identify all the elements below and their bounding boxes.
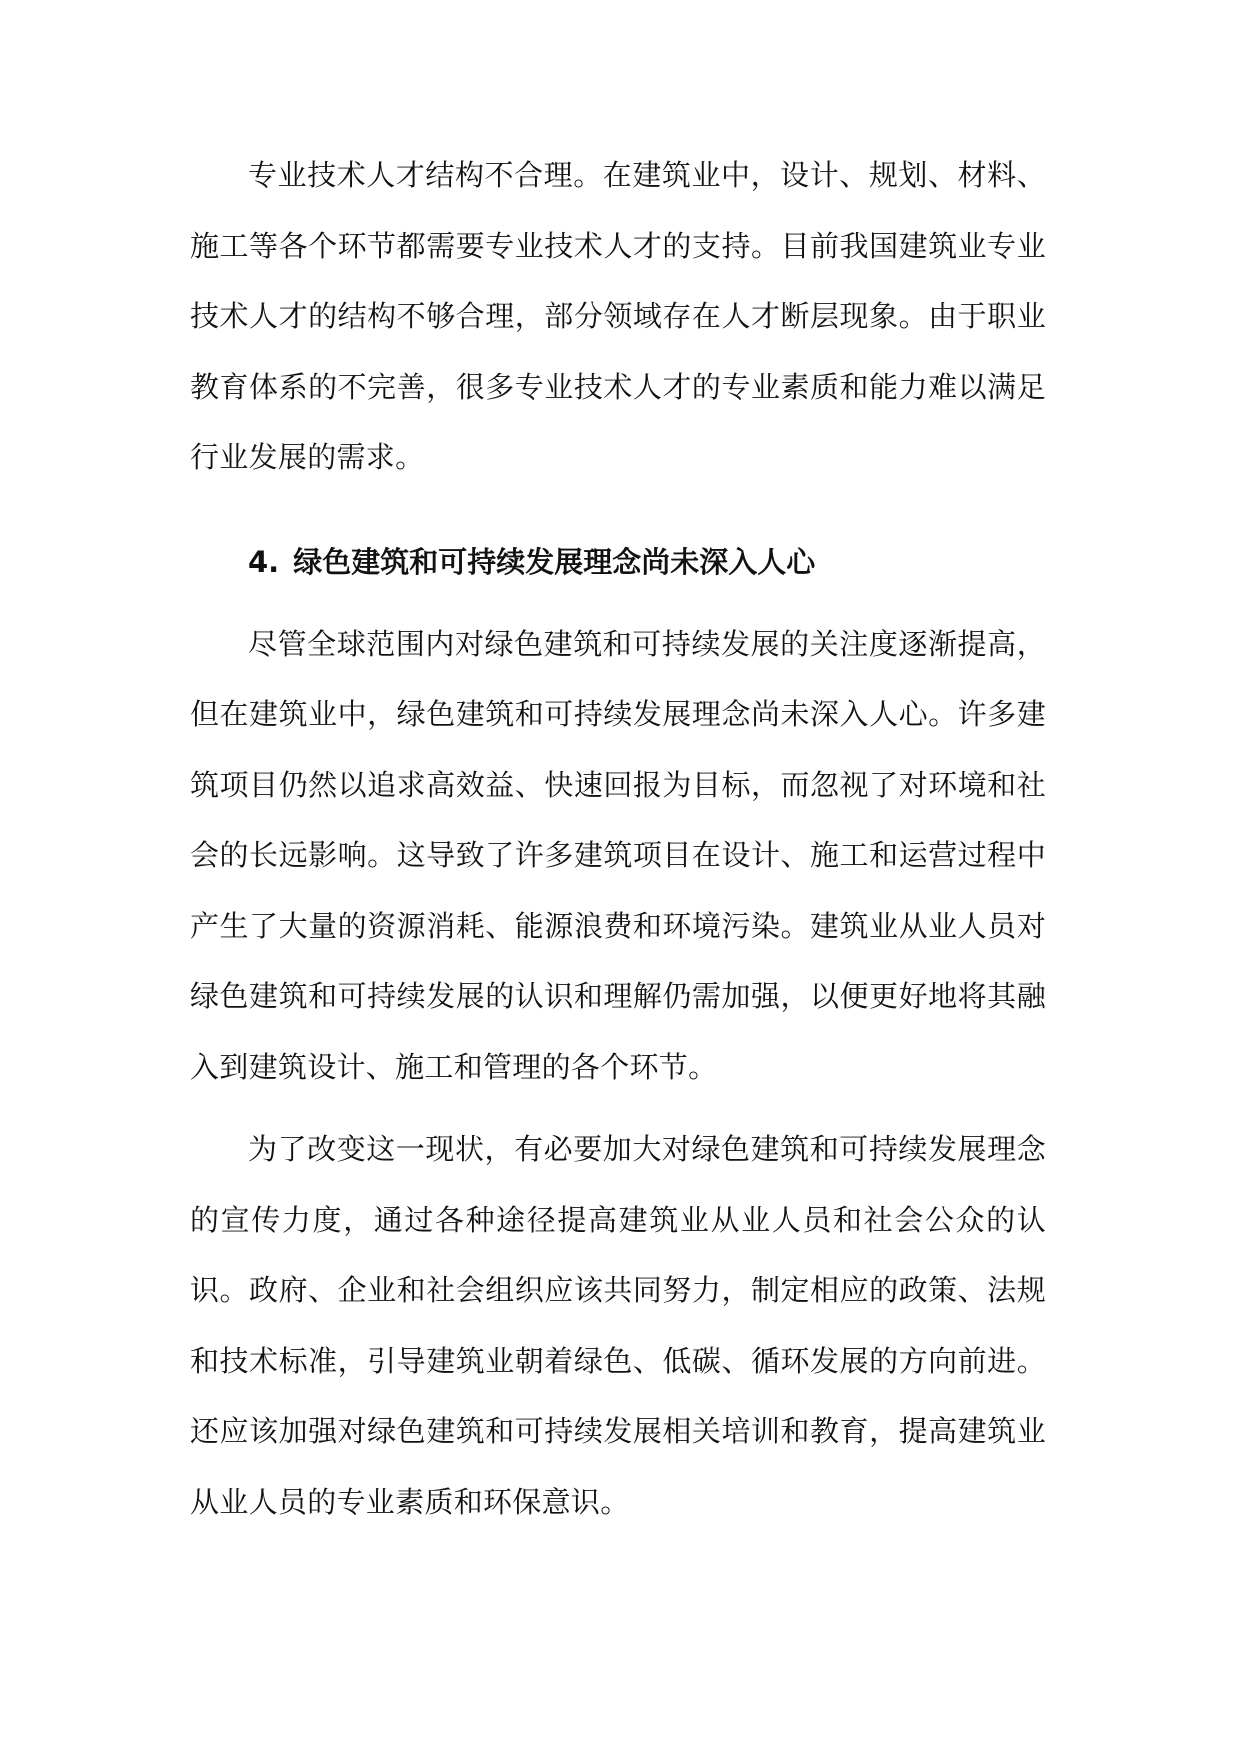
document-page <box>190 140 1046 1537</box>
paragraph-talent-structure: 专业技术人才结构不合理。在建筑业中，设计、规划、材料、施工等各个环节都需要专业技术人才的支持。目前我国建筑业专业技术人才的结构不够合理，部分领域存在人才断层现象。由于职业教育体系的不完善，很多专业技术人才的专业素质和能力难以满足行业发展的需求。 <box>190 158 1046 474</box>
section-title: 绿色建筑和可持续发展理念尚未深入人心 <box>293 544 816 579</box>
paragraph-measures: 为了改变这一现状，有必要加大对绿色建筑和可持续发展理念的宣传力度，通过各种途径提高建筑业从业人员和社会公众的认识。政府、企业和社会组织应该共同努力，制定相应的政策、法规和技术标准，引导建筑业朝着绿色、低碳、循环发展的方向前进。还应该加强对绿色建筑和可持续发展相关培训和教育，提高建筑业从业人员的专业素质和环保意识。 <box>190 1132 1046 1519</box>
paragraph-green-building: 尽管全球范围内对绿色建筑和可持续发展的关注度逐渐提高，但在建筑业中，绿色建筑和可持续发展理念尚未深入人心。许多建筑项目仍然以追求高效益、快速回报为目标，而忽视了对环境和社会的长远影响。这导致了许多建筑项目在设计、施工和运营过程中产生了大量的资源消耗、能源浪费和环境污染。建筑业从业人员对绿色建筑和可持续发展的认识和理解仍需加强，以便更好地将其融入到建筑设计、施工和管理的各个环节。 <box>190 626 1046 1084</box>
section-heading <box>190 527 1046 597</box>
section-number: 4. <box>248 544 280 579</box>
